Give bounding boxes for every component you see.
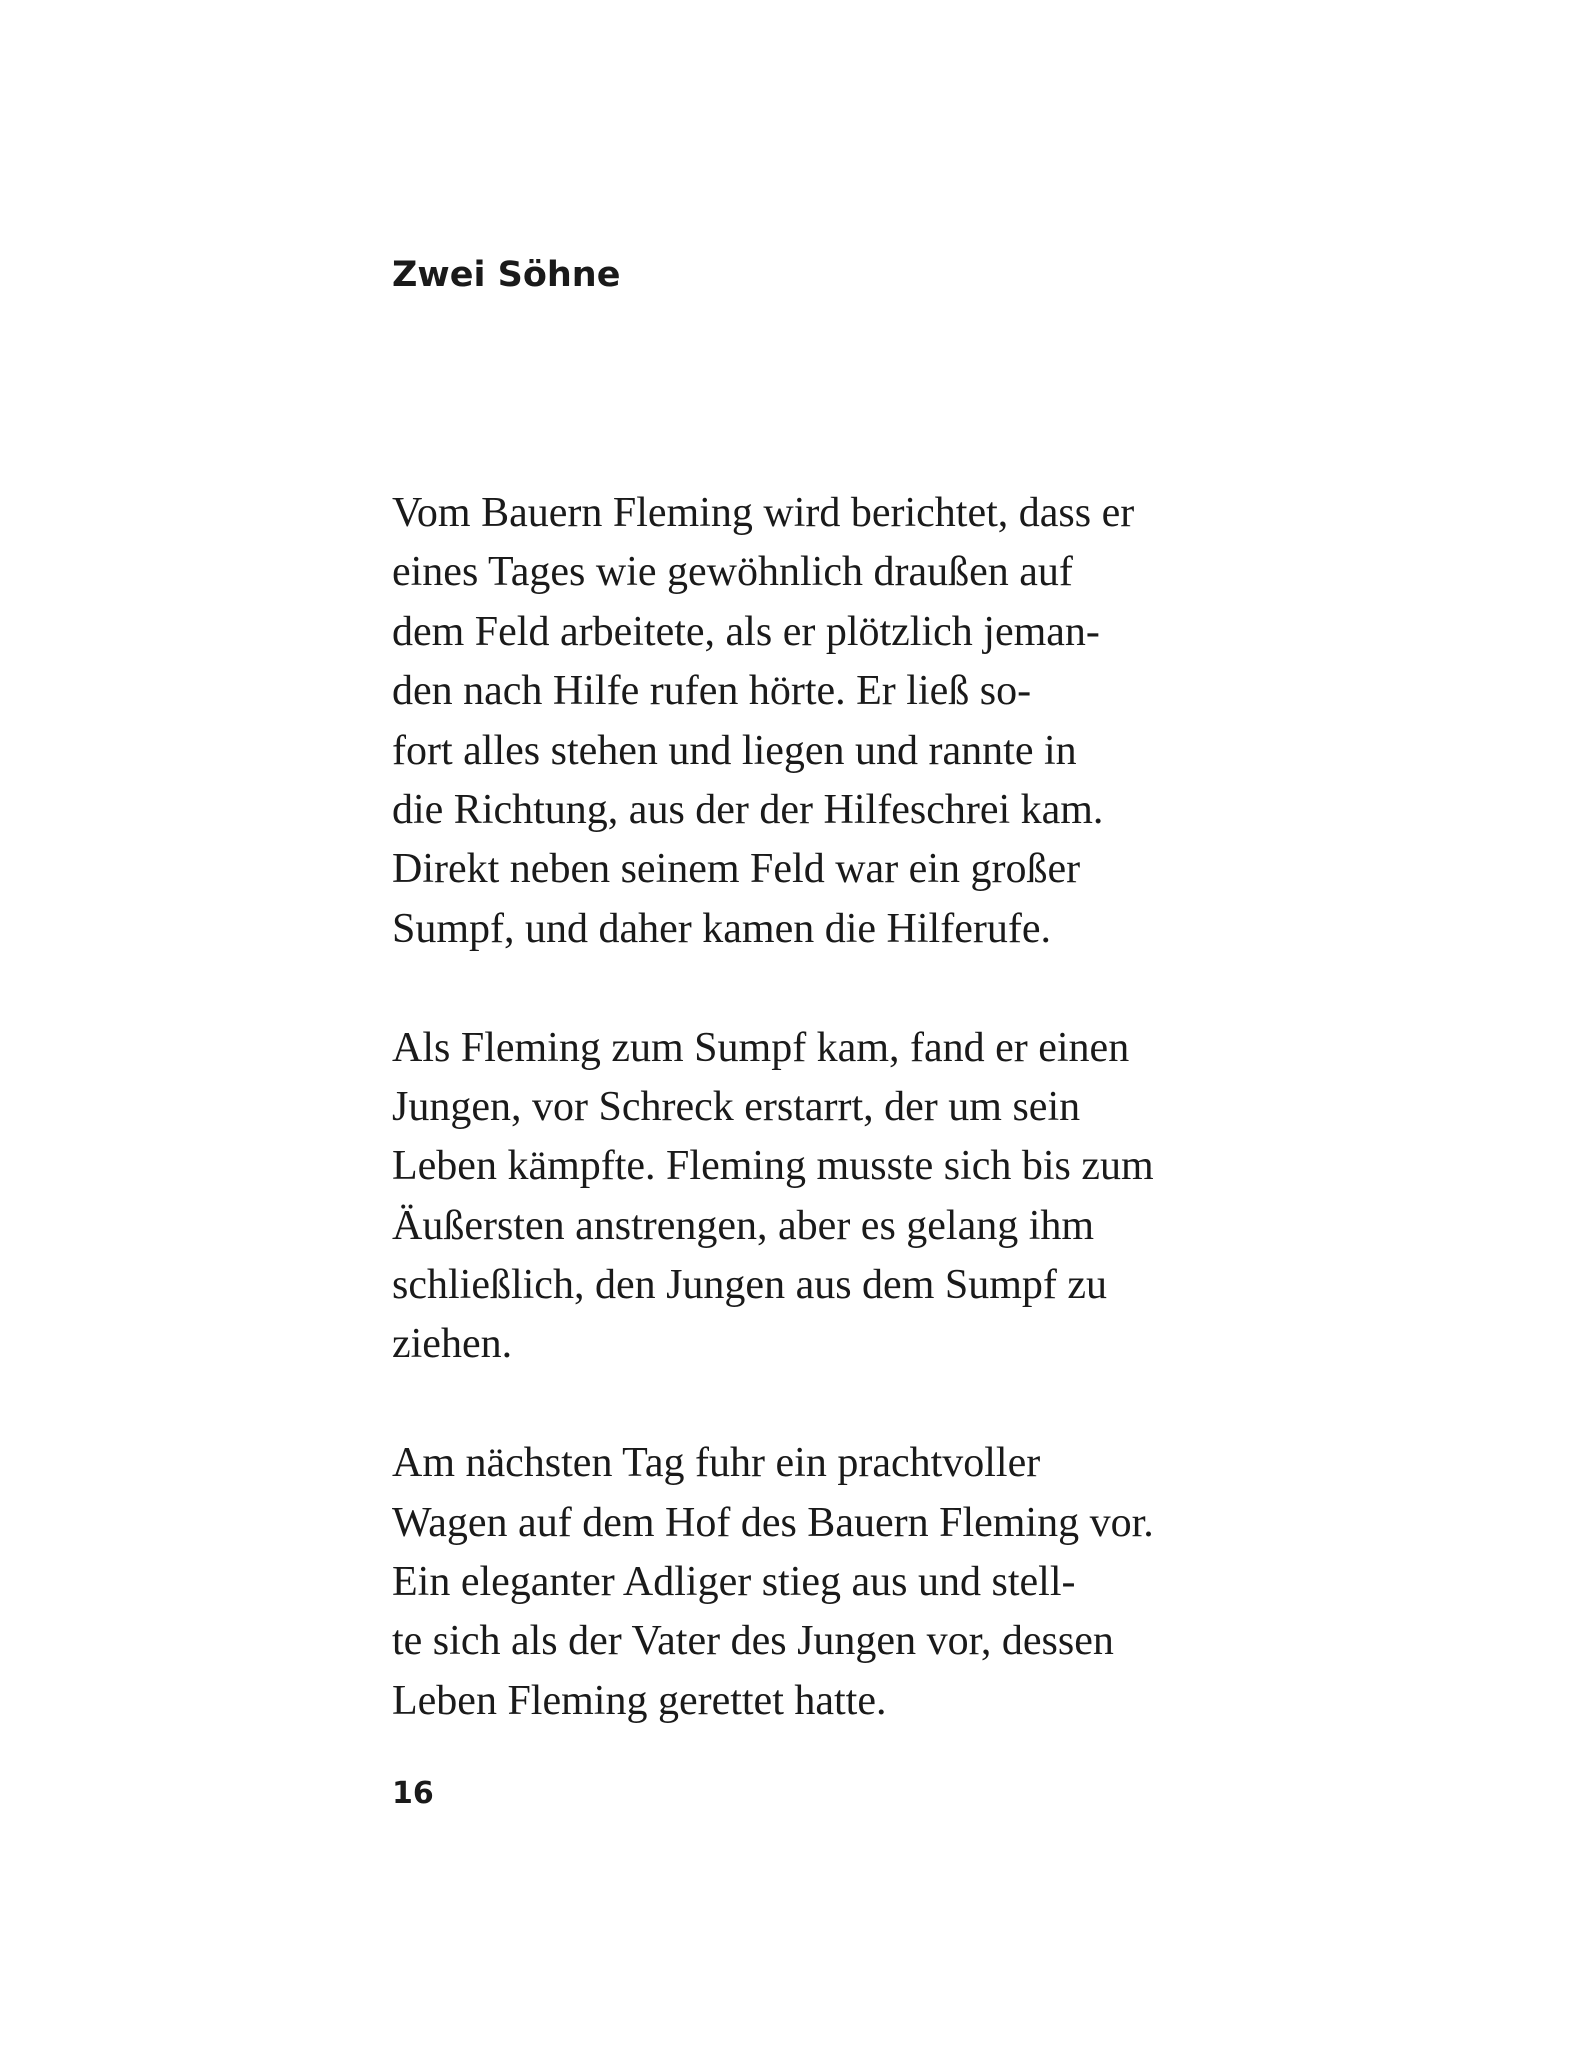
text-line: dem Feld arbeitete, als er plötzlich jeman- xyxy=(392,608,1100,655)
text-line: Sumpf, und daher kamen die Hilferufe. xyxy=(392,905,1051,952)
text-line: te sich als der Vater des Jungen vor, dessen xyxy=(392,1618,1114,1665)
text-line: Ein eleganter Adliger stieg aus und stell- xyxy=(392,1559,1076,1606)
text-line: Äußersten anstrengen, aber es gelang ihm xyxy=(392,1202,1095,1249)
page-number: 16 xyxy=(392,1776,434,1811)
paragraph-gap xyxy=(392,959,1352,1018)
paragraph-3 xyxy=(392,1434,1352,1731)
text-line: Als Fleming zum Sumpf kam, fand er einen xyxy=(392,1024,1130,1071)
text-line: Am nächsten Tag fuhr ein prachtvoller xyxy=(392,1440,1041,1487)
paragraph-gap xyxy=(392,1375,1352,1434)
text-line: eines Tages wie gewöhnlich draußen auf xyxy=(392,549,1073,596)
text-line: Direkt neben seinem Feld war ein großer xyxy=(392,846,1081,893)
paragraph-1 xyxy=(392,484,1352,959)
chapter-title: Zwei Söhne xyxy=(392,255,621,295)
text-line: Vom Bauern Fleming wird berichtet, dass er xyxy=(392,490,1135,536)
text-line: die Richtung, aus der der Hilfeschrei kam. xyxy=(392,786,1104,833)
text-line: Leben Fleming gerettet hatte. xyxy=(392,1677,887,1724)
body-text xyxy=(392,484,1352,1731)
text-line: Wagen auf dem Hof des Bauern Fleming vor. xyxy=(392,1499,1154,1546)
text-line: schließlich, den Jungen aus dem Sumpf zu xyxy=(392,1262,1108,1309)
text-line: den nach Hilfe rufen hörte. Er ließ so- xyxy=(392,668,1032,715)
text-line: fort alles stehen und liegen und rannte in xyxy=(392,727,1077,774)
paragraph-2 xyxy=(392,1019,1352,1375)
text-line: Leben kämpfte. Fleming musste sich bis zum xyxy=(392,1143,1154,1190)
text-line: ziehen. xyxy=(392,1321,513,1368)
text-line: Jungen, vor Schreck erstarrt, der um sein xyxy=(392,1083,1081,1130)
